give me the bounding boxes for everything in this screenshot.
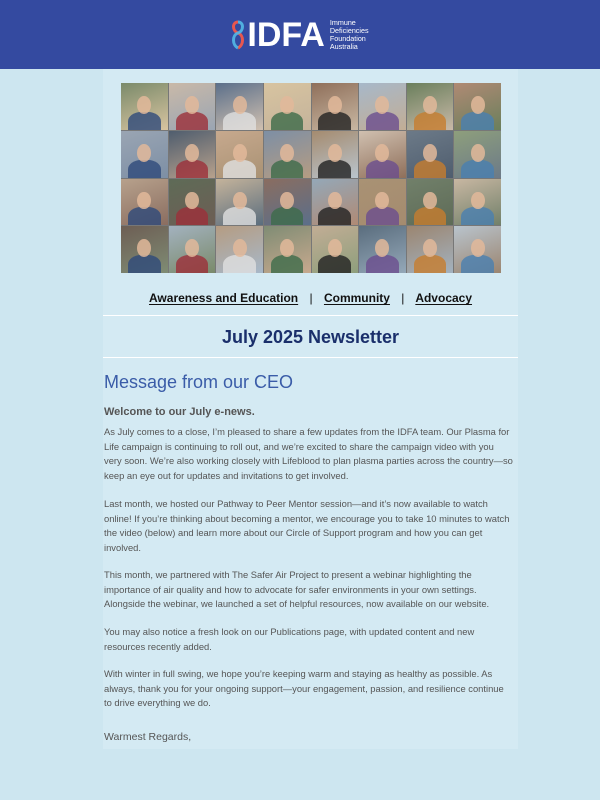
person-face [375, 144, 389, 162]
person-face [471, 239, 485, 257]
ribbon-logo-icon [231, 20, 245, 50]
person-face [471, 144, 485, 162]
person-face [280, 144, 294, 162]
person-body [414, 207, 447, 225]
collage-photo [216, 226, 263, 273]
collage-photo [359, 131, 406, 178]
collage-photo [264, 83, 311, 130]
person-face [233, 192, 247, 210]
collage-photo [169, 226, 216, 273]
person-face [185, 144, 199, 162]
divider [103, 357, 518, 358]
idfa-logo[interactable] [231, 15, 369, 54]
nav-link-community[interactable]: Community [323, 291, 390, 305]
signoff: Warmest Regards, [104, 731, 192, 743]
person-body [128, 207, 161, 225]
collage-photo [359, 179, 406, 226]
collage-photo [312, 131, 359, 178]
collage-photo [407, 131, 454, 178]
collage-photo [407, 83, 454, 130]
person-body [176, 112, 209, 130]
collage-photo [121, 226, 168, 273]
person-body [461, 207, 494, 225]
nav-link-advocacy[interactable]: Advocacy [415, 291, 473, 305]
person-face [185, 96, 199, 114]
person-face [328, 144, 342, 162]
person-face [185, 239, 199, 257]
collage-photo [359, 83, 406, 130]
person-body [461, 112, 494, 130]
person-face [471, 96, 485, 114]
collage-photo [121, 179, 168, 226]
logo-tagline [330, 19, 369, 51]
collage-photo [169, 131, 216, 178]
nav-links [103, 291, 518, 305]
person-body [318, 160, 351, 178]
person-face [328, 192, 342, 210]
collage-photo [121, 131, 168, 178]
paragraph: As July comes to a close, I’m pleased to share a few updates from the IDFA team. Our Plasma for Life campaign is continuing to roll out, and we’re excited to share the campaign video with you very soon. We’re also working closely with Lifeblood to plan plasma parties across the country—so keep an eye out for updates and invitations to get involved. [104, 426, 513, 481]
collage-photo [312, 179, 359, 226]
collage-photo [216, 83, 263, 130]
person-body [223, 160, 256, 178]
person-body [461, 160, 494, 178]
person-body [271, 207, 304, 225]
collage-photo [312, 226, 359, 273]
collage-photo [264, 131, 311, 178]
logo-wordmark: IDFA [247, 15, 325, 54]
person-face [233, 96, 247, 114]
divider [103, 315, 518, 316]
collage-photo [407, 179, 454, 226]
person-body [223, 207, 256, 225]
nav-separator: | [401, 291, 405, 305]
collage-photo [121, 83, 168, 130]
collage-photo [169, 179, 216, 226]
person-body [176, 160, 209, 178]
collage-photo [359, 226, 406, 273]
nav-separator: | [309, 291, 313, 305]
paragraph: With winter in full swing, we hope you’re keeping warm and staying as healthy as possible. As always, thank you for your ongoing support—your engagement, passion, and resilience continue to drive everything we do. [104, 668, 504, 709]
person-body [318, 255, 351, 273]
person-body [414, 160, 447, 178]
person-body [461, 255, 494, 273]
collage-photo [454, 131, 501, 178]
collage-photo [454, 83, 501, 130]
collage-photo [216, 179, 263, 226]
person-body [414, 255, 447, 273]
person-body [271, 160, 304, 178]
person-face [185, 192, 199, 210]
newsletter-body [103, 69, 518, 749]
person-body [366, 160, 399, 178]
person-body [318, 207, 351, 225]
person-body [223, 255, 256, 273]
collage-photo [312, 83, 359, 130]
person-body [176, 255, 209, 273]
paragraph: You may also notice a fresh look on our Publications page, with updated content and new resources recently added. [104, 626, 475, 652]
collage-photo [264, 179, 311, 226]
person-body [128, 112, 161, 130]
person-body [223, 112, 256, 130]
collage-photo [454, 179, 501, 226]
tagline-line: Foundation [329, 33, 366, 43]
paragraph: This month, we partnered with The Safer Air Project to present a webinar highlighting the importance of air quality and how to advocate for safer environments in your own settings. Alongside the webinar, we launched a set of helpful resources, now available on our website. [104, 569, 490, 610]
collage-photo [264, 226, 311, 273]
site-header [0, 0, 600, 69]
person-face [233, 239, 247, 257]
person-body [271, 112, 304, 130]
person-face [137, 144, 151, 162]
collage-photo [407, 226, 454, 273]
tagline-line: Immune [329, 17, 356, 27]
person-body [414, 112, 447, 130]
person-face [423, 239, 437, 257]
person-face [280, 96, 294, 114]
paragraph: Last month, we hosted our Pathway to Peer Mentor session—and it’s now available to watch online! If you’re thinking about becoming a mentor, we encourage you to take 10 minutes to watch the video (below) and learn more about our Circle of Support program and how you can get involved. [104, 498, 510, 553]
person-face [423, 96, 437, 114]
photo-collage [121, 83, 501, 273]
person-body [128, 160, 161, 178]
section-subheading: Welcome to our July e-news. [104, 406, 255, 418]
tagline-line: Deficiencies [329, 25, 369, 35]
person-face [328, 96, 342, 114]
collage-photo [454, 226, 501, 273]
collage-photo [169, 83, 216, 130]
person-face [328, 239, 342, 257]
tagline-line: Australia [329, 41, 358, 51]
collage-photo [216, 131, 263, 178]
person-face [423, 144, 437, 162]
newsletter-title: July 2025 Newsletter [221, 327, 400, 347]
person-body [366, 255, 399, 273]
person-body [366, 112, 399, 130]
person-body [128, 255, 161, 273]
section-heading: Message from our CEO [104, 372, 294, 392]
person-body [271, 255, 304, 273]
nav-link-awareness[interactable]: Awareness and Education [148, 291, 299, 305]
person-body [176, 207, 209, 225]
person-body [366, 207, 399, 225]
person-face [471, 192, 485, 210]
person-body [318, 112, 351, 130]
person-face [233, 144, 247, 162]
